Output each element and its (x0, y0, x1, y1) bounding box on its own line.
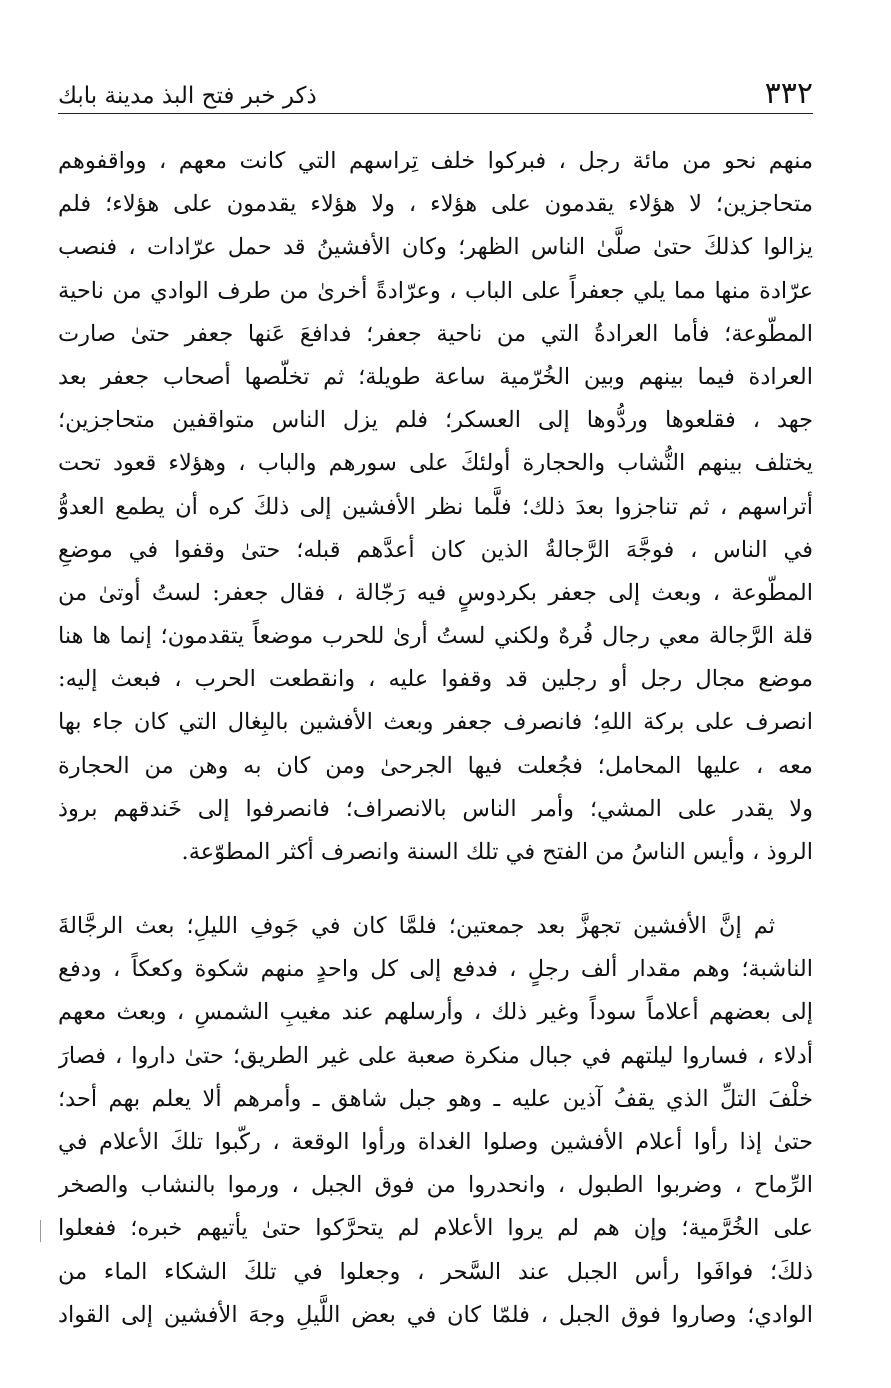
text-line: قلة الرَّجالة معي رجال فُرهٌ ولكني لستُ أرىٰ للحرب موضعاً يتقدمون؛ إنما ها هنا (58, 623, 813, 650)
text-line: يختلف بينهم النُّشاب والحجارة أولئكَ على سورهم والباب ، وهؤلاء قعود تحت (58, 450, 813, 477)
header-rule (58, 113, 813, 114)
text-line: الرِّماح ، وضربوا الطبول ، وانحدروا من فوق الجبل ، ورموا بالنشاب والصخر (58, 1172, 813, 1199)
text-line: موضع مجال رجل أو رجلين قد وقفوا عليه ، وانقطعت الحرب ، فبعث إليه: (58, 666, 813, 693)
text-line: في الناس ، فوجَّهَ الرَّجالةُ الذين كان أعدَّهم قبله؛ حتىٰ وقفوا في موضعِ (58, 536, 813, 563)
text-line: معه ، عليها المحامل؛ فجُعلت فيها الجرحىٰ ومن كان به وهن من الحجارة (58, 752, 813, 779)
text-line: ذلكَ؛ فوافَوا رأس الجبل عند السَّحر ، وجعلوا في تلكَ الشكاء الماء من (58, 1258, 813, 1285)
running-title: ذكر خبر فتح البذ مدينة بابك (58, 83, 317, 109)
margin-mark (40, 1220, 41, 1242)
text-line: المطّوعة ، وبعث إلى جعفر بكردوسٍ فيه رَجّالة ، فقال جعفر: لستُ أوتىٰ من (58, 579, 813, 606)
text-line: متحاجزين؛ لا هؤلاء يقدمون على هؤلاء ، ولا هؤلاء يقدمون على هؤلاء؛ فلم (58, 191, 813, 218)
text-line: انصرف على بركة اللهِ؛ فانصرف جعفر وبعث الأفشين بالبِغال التي كان جاء بها (58, 709, 813, 736)
text-line: ثم إنَّ الأفشين تجهزَّ بعد جمعتين؛ فلمَّا كان في جَوفِ الليلِ؛ بعث الرجَّالةَ (58, 913, 775, 939)
text-line: أدلاء ، فساروا ليلتهم في جبال منكرة صعبة على غير الطريق؛ حتىٰ داروا ، فصارَ (58, 1042, 813, 1069)
paragraph-2 (58, 905, 813, 1337)
paragraph-1 (58, 140, 813, 874)
text-line: حتىٰ إذا رأوا أعلام الأفشين وصلوا الغداة ورأوا الوقعة ، ركّبوا تلكَ الأعلام في (58, 1128, 813, 1155)
text-line: يزالوا كذلكَ حتىٰ صلَّىٰ الناس الظهر؛ وكان الأفشينُ قد حمل عرّادات ، فنصب (58, 234, 813, 261)
text-line: أتراسهم ، ثم تناجزوا بعدَ ذلك؛ فلَّما نظر الأفشين إلى ذلكَ كره أن يطمع العدوُّ (58, 493, 813, 520)
text-line: الوادي؛ وصاروا فوق الجبل ، فلمّا كان في بعض اللَّيلِ وجهَ الأفشين إلى القواد (58, 1301, 813, 1328)
text-line: العرادة فيما بينهم وبين الخُرّمية ساعة طويلة؛ ثم تخلّصها أصحاب جعفر بعد (58, 363, 813, 390)
running-header (58, 72, 813, 112)
text-line: ولا يقدر على المشي؛ وأمر الناس بالانصراف؛ فانصرفوا إلى خَندقهم بروذ (58, 795, 813, 822)
text-line: خلْفَ التلِّ الذي يقفُ آذين عليه ـ وهو جبل شاهق ـ وأمرهم ألا يعلم بهم أحد؛ (58, 1085, 813, 1112)
text-line: إلى بعضهم أعلاماً سوداً وغير ذلك ، وأرسلهم عند مغيبِ الشمسِ ، وبعث معهم (58, 999, 813, 1026)
text-line: عرّادة منها مما يلي جعفراً على الباب ، وعرّادةً أخرىٰ من طرف الوادي من ناحية (58, 277, 813, 304)
text-line: الناشبة؛ وهم مقدار ألف رجلٍ ، فدفع إلى كل واحدٍ منهم شكوة وكعكاً ، ودفع (58, 956, 813, 983)
text-line: جهد ، فقلعوها وردُّوها إلى العسكر؛ فلم يزل الناس متواقفين متحاجزين؛ (58, 407, 813, 434)
text-line: المطّوعة؛ فأما العرادةُ التي من ناحية جعفر؛ فدافعَ عَنها جعفر حتىٰ صارت (58, 320, 813, 347)
text-line: منهم نحو من مائة رجل ، فبركوا خلف تِراسهم التي كانت معهم ، وواقفوهم (58, 148, 813, 174)
page-number: ٣٣٢ (764, 76, 813, 111)
text-line: على الخُرَّمية؛ وإن هم لم يروا الأعلام لم يتحرَّكوا حتىٰ يأتيهم خبره؛ ففعلوا (58, 1215, 813, 1242)
text-line: الروذ ، وأيس الناسُ من الفتح في تلك السنة وانصرف أكثر المطوّعة. (181, 839, 813, 865)
